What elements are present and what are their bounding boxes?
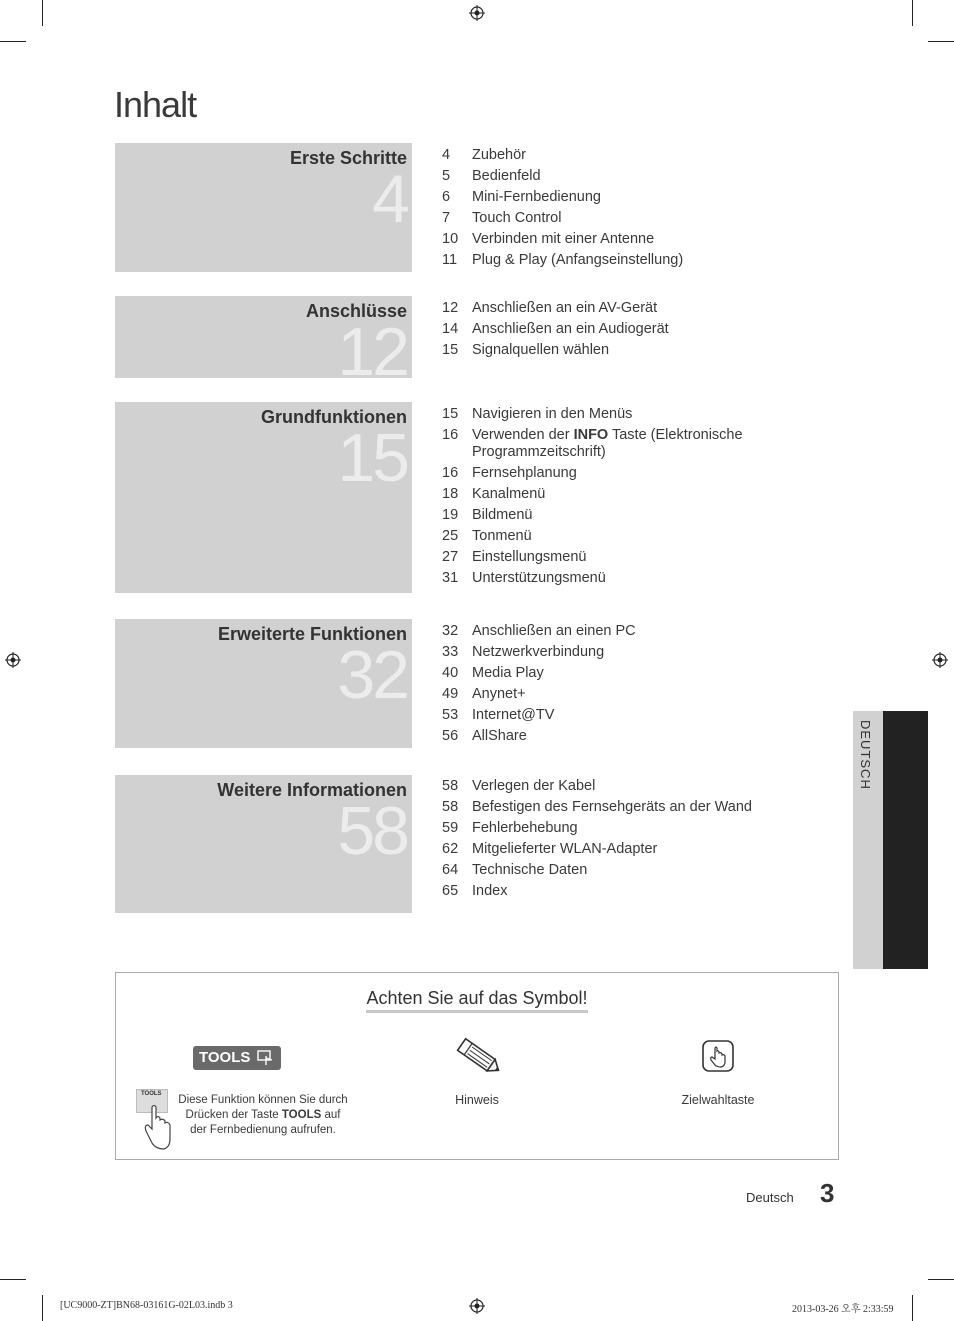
- tools-description: [178, 1093, 348, 1138]
- section-box-weitere-informationen: [115, 775, 412, 913]
- crop-mark: [0, 1279, 26, 1280]
- finger-press-icon: [142, 1103, 174, 1151]
- toc-item[interactable]: [442, 549, 822, 566]
- toc-item[interactable]: [442, 300, 822, 317]
- toc-item[interactable]: [442, 883, 822, 900]
- toc-page: 19: [442, 507, 459, 523]
- toc-text: Signalquellen wählen: [472, 342, 610, 358]
- toc-text: Fernsehplanung: [472, 465, 577, 481]
- toc-item[interactable]: [442, 321, 822, 338]
- print-date-info: 2013-03-26 오후 2:33:59: [792, 1304, 894, 1315]
- toc-item[interactable]: [442, 778, 822, 795]
- toc-page: 31: [442, 570, 459, 586]
- toc-page: 4: [442, 147, 451, 163]
- toc-text: Tonmenü: [472, 528, 532, 544]
- toc-text: Plug & Play (Anfangseinstellung): [472, 252, 684, 268]
- toc-text: Kanalmenü: [472, 486, 546, 502]
- toc-page: 56: [442, 728, 459, 744]
- toc-page: 27: [442, 549, 459, 565]
- toc-text: Index: [472, 883, 508, 899]
- toc-item[interactable]: [442, 427, 822, 461]
- toc-item[interactable]: [442, 862, 822, 879]
- tools-desc-pre: Diese Funktion können Sie durch Drücken der Taste: [178, 1094, 348, 1121]
- toc-page: 12: [442, 300, 459, 316]
- toc-text: Zubehör: [472, 147, 527, 163]
- toc-item[interactable]: [442, 707, 822, 724]
- toc-text: Anschließen an einen PC: [472, 623, 636, 639]
- toc-page: 14: [442, 321, 459, 337]
- crop-mark: [912, 1295, 913, 1321]
- section-title: Grundfunktionen: [261, 407, 407, 427]
- toc-text: Unterstützungsmenü: [472, 570, 606, 586]
- toc-item[interactable]: [442, 210, 822, 227]
- toc-item[interactable]: [442, 406, 822, 423]
- symbol-legend-title-text: Achten Sie auf das Symbol!: [366, 988, 587, 1013]
- section-title: Erste Schritte: [289, 148, 407, 168]
- toc-page: 5: [442, 168, 451, 184]
- toc-page: 59: [442, 820, 459, 836]
- toc-text: [472, 427, 822, 461]
- toc-item[interactable]: [442, 820, 822, 837]
- toc-text: Touch Control: [472, 210, 562, 226]
- toc-text: Anschließen an ein Audiogerät: [472, 321, 669, 337]
- toc-text-pre: Verwenden der: [472, 427, 574, 443]
- toc-page: 53: [442, 707, 459, 723]
- toc-page: 7: [442, 210, 451, 226]
- toc-text: Mini-Fernbedienung: [472, 189, 601, 205]
- toc-text: Fehlerbehebung: [472, 820, 578, 836]
- registration-mark-icon: [469, 5, 485, 21]
- crop-mark: [928, 41, 954, 42]
- tools-desc-post: auf der Fernbedienung aufrufen.: [190, 1109, 341, 1136]
- toc-text: Befestigen des Fernsehgeräts an der Wand: [472, 799, 752, 815]
- tools-small-key-label: TOOLS: [141, 1091, 162, 1097]
- toc-text: Mitgelieferter WLAN-Adapter: [472, 841, 658, 857]
- toc-text: Bildmenü: [472, 507, 533, 523]
- toc-item[interactable]: [442, 841, 822, 858]
- pencil-note-icon: [452, 1035, 504, 1077]
- toc-text-post: Taste (Elektronische Programmzeitschrift): [472, 427, 743, 460]
- toc-item[interactable]: [442, 644, 822, 661]
- toc-page: 64: [442, 862, 459, 878]
- page-title: Inhalt: [114, 84, 197, 125]
- toc-item[interactable]: [442, 528, 822, 545]
- toc-item[interactable]: [442, 665, 822, 682]
- toc-page: 6: [442, 189, 451, 205]
- toc-text: Anynet+: [472, 686, 526, 702]
- target-key-label: Zielwahltaste: [681, 1093, 755, 1107]
- toc-page: 65: [442, 883, 459, 899]
- toc-item[interactable]: [442, 799, 822, 816]
- section-number: 58: [337, 793, 407, 869]
- section-title: Weitere Informationen: [217, 780, 407, 800]
- hint-label: Hinweis: [455, 1093, 499, 1107]
- registration-mark-icon: [932, 652, 948, 668]
- toc-page: 58: [442, 799, 459, 815]
- print-file-info: [UC9000-ZT]BN68-03161G-02L03.indb 3: [60, 1300, 233, 1311]
- footer-language: Deutsch: [746, 1190, 794, 1205]
- toc-page: 11: [442, 252, 458, 268]
- info-key-label: INFO: [573, 427, 609, 443]
- toc-item[interactable]: [442, 168, 822, 185]
- toc-page: 33: [442, 644, 459, 660]
- toc-page: 62: [442, 841, 459, 857]
- section-box-anschluesse: [115, 296, 412, 390]
- toc-text: Einstellungsmenü: [472, 549, 587, 565]
- toc-page: 10: [442, 231, 459, 247]
- toc-page: 16: [442, 427, 459, 443]
- language-tab-dark-block: [883, 711, 928, 969]
- toc-item[interactable]: [442, 570, 822, 587]
- tools-badge: [193, 1046, 281, 1070]
- target-key-icon: [701, 1039, 735, 1073]
- toc-page: 40: [442, 665, 459, 681]
- toc-page: 18: [442, 486, 459, 502]
- toc-item[interactable]: [442, 231, 822, 248]
- symbol-legend-title: [116, 988, 838, 1009]
- toc-text: Bedienfeld: [472, 168, 541, 184]
- tools-desc-bold: TOOLS: [281, 1109, 322, 1121]
- toc-text: Navigieren in den Menüs: [472, 406, 633, 422]
- crop-mark: [42, 0, 43, 26]
- toc-text: Verbinden mit einer Antenne: [472, 231, 655, 247]
- toc-page: 16: [442, 465, 459, 481]
- toc-page: 32: [442, 623, 459, 639]
- section-number: 4: [372, 161, 407, 237]
- tools-badge-label: TOOLS: [199, 1049, 251, 1066]
- toc-item[interactable]: [442, 686, 822, 703]
- toc-item[interactable]: [442, 189, 822, 206]
- toc-text: Technische Daten: [472, 862, 588, 878]
- page-number: 3: [820, 1178, 835, 1208]
- toc-text: Anschließen an ein AV-Gerät: [472, 300, 658, 316]
- language-tab-label: DEUTSCH: [858, 720, 873, 790]
- toc-page: 15: [442, 406, 459, 422]
- toc-item[interactable]: [442, 728, 822, 745]
- toc-item[interactable]: [442, 465, 822, 482]
- section-box-grundfunktionen: [115, 402, 412, 593]
- crop-mark: [928, 1279, 954, 1280]
- toc-text: Verlegen der Kabel: [472, 778, 596, 794]
- toc-item[interactable]: [442, 486, 822, 503]
- registration-mark-icon: [5, 652, 21, 668]
- tools-hand-icon: [257, 1050, 275, 1066]
- crop-mark: [912, 0, 913, 26]
- section-number: 32: [337, 637, 407, 713]
- toc-list-anschluesse: [442, 300, 822, 363]
- symbol-legend-box: [115, 972, 839, 1160]
- section-title: Erweiterte Funktionen: [217, 624, 407, 644]
- toc-list-grundfunktionen: [442, 406, 822, 591]
- toc-item[interactable]: [442, 342, 822, 359]
- toc-item[interactable]: [442, 507, 822, 524]
- toc-list-erweiterte-funktionen: [442, 623, 822, 749]
- section-title: Anschlüsse: [305, 301, 407, 321]
- section-number: 15: [337, 420, 407, 496]
- registration-mark-icon: [469, 1298, 485, 1314]
- toc-item[interactable]: [442, 623, 822, 640]
- toc-page: 58: [442, 778, 459, 794]
- toc-text: AllShare: [472, 728, 527, 744]
- crop-mark: [0, 41, 26, 42]
- toc-text: Netzwerkverbindung: [472, 644, 605, 660]
- toc-list-weitere-informationen: [442, 778, 822, 904]
- toc-text: Internet@TV: [472, 707, 555, 723]
- section-number: 12: [337, 314, 407, 390]
- crop-mark: [42, 1295, 43, 1321]
- section-box-erste-schritte: [115, 143, 412, 272]
- toc-item[interactable]: [442, 252, 822, 269]
- section-box-erweiterte-funktionen: [115, 619, 412, 748]
- toc-list-erste-schritte: [442, 147, 822, 273]
- toc-page: 49: [442, 686, 459, 702]
- toc-page: 15: [442, 342, 459, 358]
- toc-item[interactable]: [442, 147, 822, 164]
- toc-text: Media Play: [472, 665, 544, 681]
- toc-page: 25: [442, 528, 459, 544]
